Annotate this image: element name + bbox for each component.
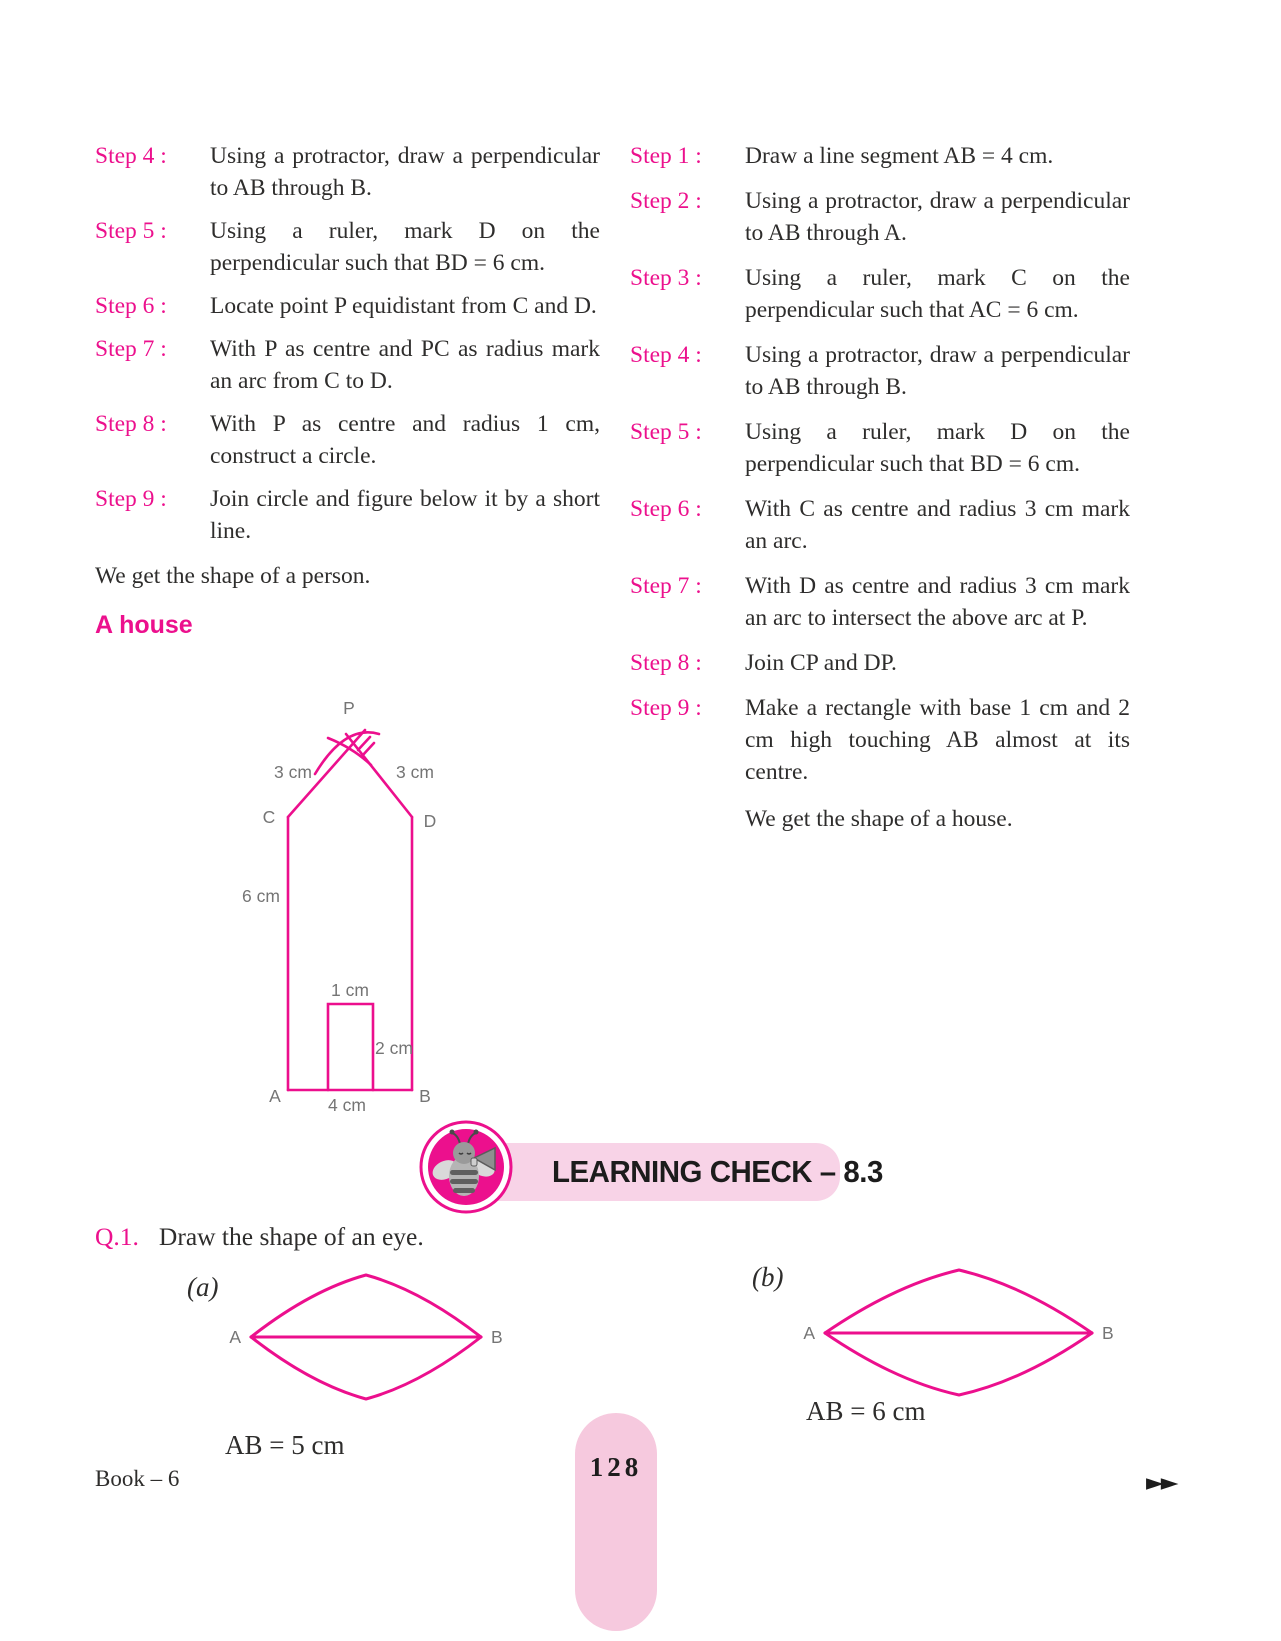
step-label: Step 4 : bbox=[630, 342, 702, 368]
point-label-b: B bbox=[419, 1086, 431, 1106]
question-number: Q.1. bbox=[95, 1222, 139, 1251]
step-label: Step 9 : bbox=[630, 695, 702, 721]
step-text: Locate point P equidistant from C and D. bbox=[210, 293, 597, 319]
step-label: Step 6 : bbox=[630, 496, 702, 522]
step-row bbox=[95, 333, 600, 397]
learning-check-title: LEARNING CHECK – 8.3 bbox=[552, 1154, 883, 1189]
step-label: Step 7 : bbox=[630, 573, 702, 599]
door-height-label: 2 cm bbox=[375, 1038, 413, 1058]
step-label: Step 5 : bbox=[630, 419, 702, 445]
base-width-label: 4 cm bbox=[328, 1095, 366, 1115]
step-text: Draw a line segment AB = 4 cm. bbox=[745, 143, 1054, 169]
step-label: Step 6 : bbox=[95, 293, 167, 319]
step-row bbox=[630, 493, 1130, 557]
point-label-b: B bbox=[491, 1327, 503, 1347]
step-row bbox=[95, 140, 600, 204]
step-label: Step 1 : bbox=[630, 143, 702, 169]
eye-figure-a bbox=[215, 1262, 525, 1412]
step-row bbox=[95, 483, 600, 547]
step-row bbox=[630, 692, 1130, 788]
step-text: With C as centre and radius 3 cm mark an arc. bbox=[745, 496, 1130, 554]
step-text: Join CP and DP. bbox=[745, 650, 897, 676]
step-row bbox=[630, 262, 1130, 326]
point-label-b: B bbox=[1102, 1323, 1114, 1343]
step-row bbox=[95, 290, 600, 322]
question-1 bbox=[95, 1222, 424, 1252]
step-label: Step 8 : bbox=[95, 411, 167, 437]
step-row bbox=[95, 215, 600, 279]
step-row bbox=[630, 185, 1130, 249]
step-row bbox=[95, 408, 600, 472]
right-column bbox=[630, 140, 1130, 835]
house-diagram bbox=[225, 690, 455, 1115]
step-label: Step 7 : bbox=[95, 336, 167, 362]
step-text: Make a rectangle with base 1 cm and 2 cm high touching AB almost at its centre. bbox=[745, 695, 1130, 785]
step-label: Step 5 : bbox=[95, 218, 167, 244]
step-row bbox=[630, 416, 1130, 480]
figure-a-label: (a) bbox=[187, 1272, 219, 1302]
step-label: Step 2 : bbox=[630, 188, 702, 214]
step-text: Using a protractor, draw a perpendicular to AB through A. bbox=[745, 188, 1130, 246]
step-label: Step 8 : bbox=[630, 650, 702, 676]
roof-left-length: 3 cm bbox=[274, 762, 312, 782]
eye-top-arc bbox=[825, 1270, 1092, 1333]
result-house: We get the shape of a house. bbox=[745, 806, 1013, 832]
book-reference: Book – 6 bbox=[95, 1466, 180, 1491]
point-label-p: P bbox=[343, 698, 355, 718]
eye-top-arc bbox=[251, 1275, 481, 1337]
step-row bbox=[630, 140, 1130, 172]
roof-right-length: 3 cm bbox=[396, 762, 434, 782]
eye-bottom-arc bbox=[825, 1333, 1092, 1395]
step-text: Using a ruler, mark C on the perpendicular such that AC = 6 cm. bbox=[745, 265, 1130, 323]
point-label-a: A bbox=[803, 1323, 815, 1343]
step-row bbox=[630, 647, 1130, 679]
point-label-d: D bbox=[423, 811, 437, 831]
step-text: With D as centre and radius 3 cm mark an arc to intersect the above arc at P. bbox=[745, 573, 1130, 631]
house-heading: A house bbox=[95, 611, 193, 639]
result-person: We get the shape of a person. bbox=[95, 563, 371, 589]
eye-bottom-arc bbox=[251, 1337, 481, 1399]
step-text: Using a ruler, mark D on the perpendicular such that BD = 6 cm. bbox=[745, 419, 1130, 477]
step-text: Join circle and figure below it by a short line. bbox=[210, 486, 600, 544]
wall-height-label: 6 cm bbox=[242, 886, 280, 906]
step-label: Step 9 : bbox=[95, 486, 167, 512]
step-row bbox=[630, 570, 1130, 634]
step-label: Step 4 : bbox=[95, 143, 167, 169]
step-text: Using a ruler, mark D on the perpendicular such that BD = 6 cm. bbox=[210, 218, 600, 276]
point-label-a: A bbox=[229, 1327, 241, 1347]
step-text: Using a protractor, draw a perpendicular to AB through B. bbox=[210, 143, 600, 201]
question-text: Draw the shape of an eye. bbox=[158, 1222, 424, 1251]
point-label-c: C bbox=[262, 807, 276, 827]
step-row bbox=[630, 339, 1130, 403]
figure-b-label: (b) bbox=[752, 1262, 784, 1292]
bee-megaphone-icon bbox=[419, 1120, 513, 1214]
door-width-label: 1 cm bbox=[331, 980, 369, 1000]
point-label-a: A bbox=[269, 1086, 281, 1106]
house-door bbox=[328, 1004, 373, 1090]
figure-b-caption: AB = 6 cm bbox=[806, 1396, 926, 1426]
eye-figure-b bbox=[790, 1257, 1140, 1407]
page-number: 128 bbox=[589, 1452, 643, 1482]
figure-a-caption: AB = 5 cm bbox=[225, 1430, 345, 1460]
page-number-pill bbox=[575, 1413, 657, 1631]
next-page-arrows-icon: ►► bbox=[1146, 1470, 1176, 1496]
step-text: With P as centre and radius 1 cm, construct a circle. bbox=[210, 411, 600, 469]
left-column bbox=[95, 140, 600, 640]
step-text: Using a protractor, draw a perpendicular to AB through B. bbox=[745, 342, 1130, 400]
step-label: Step 3 : bbox=[630, 265, 702, 291]
step-text: With P as centre and PC as radius mark an arc from C to D. bbox=[210, 336, 600, 394]
